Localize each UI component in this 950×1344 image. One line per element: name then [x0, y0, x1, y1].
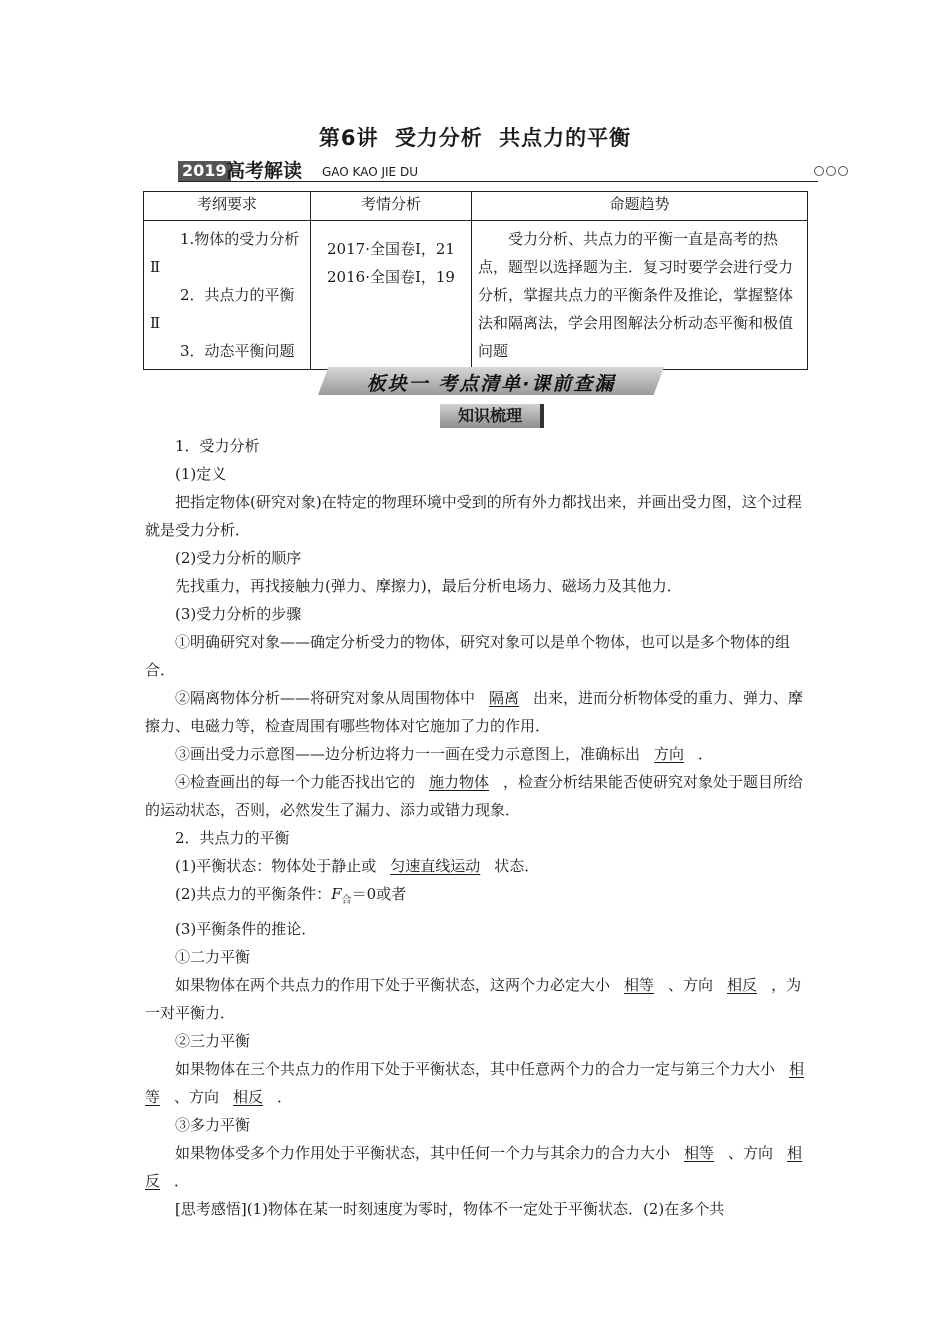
- force-subscript: 合: [341, 895, 352, 906]
- banner-rule: [178, 181, 818, 182]
- three-force-text: [145, 1055, 810, 1111]
- exam-interpretation-banner: [178, 160, 848, 184]
- corollary-heading: (3)平衡条件的推论．: [175, 920, 317, 938]
- step-4: [145, 768, 810, 824]
- trend-cell: [472, 221, 808, 370]
- table-header: 考情分析: [311, 192, 472, 221]
- exam-analysis-item: 2017·全国卷Ⅰ，21: [327, 240, 455, 258]
- subheading: (2)受力分析的顺序: [175, 549, 302, 567]
- answer-blank: 相反: [233, 1088, 264, 1106]
- text: 如果物体在两个共点力的作用下处于平衡状态，这两个力必定大小: [175, 976, 611, 994]
- text: ＝0或者: [351, 885, 407, 903]
- answer-blank: 方向: [654, 745, 685, 763]
- knowledge-content: [145, 432, 810, 1223]
- text: ③画出受力示意图——边分析边将力一一画在受力示意图上，准确标出: [175, 745, 641, 763]
- answer-blank: 相反: [145, 1144, 803, 1190]
- answer-blank: 施力物体: [429, 773, 490, 791]
- heading-1: 1．受力分析: [175, 437, 260, 455]
- text: 状态．: [494, 857, 540, 875]
- section-banner-title: 板块一 考点清单·课前查漏: [366, 373, 616, 395]
- page-title: [0, 122, 950, 152]
- step-2: [145, 684, 810, 740]
- subheading: (3)受力分析的步骤: [175, 605, 302, 623]
- banner-title: 高考解读: [226, 160, 303, 182]
- table-header: 命题趋势: [472, 192, 808, 221]
- lecture-number: 第6讲: [318, 126, 379, 150]
- text: (1)平衡状态：物体处于静止或: [175, 857, 377, 875]
- requirement-item: 2．共点力的平衡Ⅱ: [150, 286, 295, 332]
- banner-pinyin: GAO KAO JIE DU: [322, 165, 418, 179]
- order-text: 先找重力，再找接触力(弹力、摩擦力)，最后分析电场力、磁场力及其他力．: [175, 577, 682, 595]
- subheading: (1)定义: [175, 465, 227, 483]
- text: 出来，进而分析物体受的重力、弹力、摩擦力、电磁力等，检查周围有哪些物体对它施加了力的作用．: [145, 689, 804, 735]
- answer-blank: 隔离: [489, 689, 520, 707]
- trend-text: 受力分析、共点力的平衡一直是高考的热点，题型以选择题为主．复习时要学会进行受力分析，掌握共点力的平衡条件及推论，掌握整体法和隔离法，学会用图解法分析动态平衡和极值问题: [478, 230, 794, 360]
- two-force-heading: ①二力平衡: [175, 948, 251, 966]
- text: ．: [277, 1088, 293, 1106]
- force-symbol: F: [331, 885, 342, 903]
- answer-blank: 相等: [624, 976, 655, 994]
- exam-analysis-cell: [311, 221, 472, 370]
- text: 、方向: [174, 1088, 220, 1106]
- heading-2: 2．共点力的平衡: [175, 829, 290, 847]
- text: ②隔离物体分析——将研究对象从周围物体中: [175, 689, 476, 707]
- table-header-row: [144, 192, 808, 221]
- answer-blank: 相反: [727, 976, 758, 994]
- title-topic-1: 受力分析: [394, 126, 483, 150]
- text: 如果物体受多个力作用处于平衡状态，其中任何一个力与其余力的合力大小: [175, 1144, 671, 1162]
- answer-blank: 匀速直线运动: [390, 857, 481, 875]
- text: (2)共点力的平衡条件：: [175, 885, 332, 903]
- decorative-circles-icon: [814, 166, 848, 176]
- table-row: [144, 221, 808, 370]
- reflection-text: [思考感悟](1)物体在某一时刻速度为零时，物体不一定处于平衡状态．(2)在多个共: [175, 1200, 725, 1218]
- text: ，为一对平衡力．: [145, 976, 802, 1022]
- text: 、方向: [668, 976, 714, 994]
- section-banner: [318, 367, 668, 395]
- text: ．: [174, 1172, 190, 1190]
- multi-force-heading: ③多力平衡: [175, 1116, 251, 1134]
- step-1: ①明确研究对象——确定分析受力的物体，研究对象可以是单个物体，也可以是多个物体的组合．: [145, 633, 791, 679]
- syllabus-table: [143, 191, 808, 370]
- text: 如果物体在三个共点力的作用下处于平衡状态，其中任意两个力的合力一定与第三个力大小: [175, 1060, 776, 1078]
- answer-blank: 相等: [684, 1144, 715, 1162]
- equilibrium-condition: [145, 880, 810, 915]
- text: ④检查画出的每一个力能否找出它的: [175, 773, 416, 791]
- two-force-text: [145, 971, 810, 1027]
- requirement-item: 3．动态平衡问题: [180, 342, 295, 360]
- text: ，检查分析结果能否使研究对象处于题目所给的运动状态，否则，必然发生了漏力、添力或错力现象．: [145, 773, 804, 819]
- equilibrium-state: [145, 852, 810, 880]
- step-3: [145, 740, 810, 768]
- sub-banner: 知识梳理: [440, 404, 544, 428]
- multi-force-text: [145, 1139, 810, 1195]
- three-force-heading: ②三力平衡: [175, 1032, 251, 1050]
- requirement-item: 1.物体的受力分析Ⅱ: [150, 230, 300, 276]
- table-header: 考纲要求: [144, 192, 311, 221]
- syllabus-requirements-cell: [144, 221, 311, 370]
- text: ．: [698, 745, 714, 763]
- answer-blank: 相等: [145, 1060, 805, 1106]
- exam-analysis-item: 2016·全国卷Ⅰ，19: [327, 268, 455, 286]
- definition-text: 把指定物体(研究对象)在特定的物理环境中受到的所有外力都找出来，并画出受力图，这个过程就是受力分析．: [145, 493, 802, 539]
- banner-year: 2019: [178, 161, 231, 181]
- title-topic-2: 共点力的平衡: [499, 126, 632, 150]
- text: 、方向: [728, 1144, 774, 1162]
